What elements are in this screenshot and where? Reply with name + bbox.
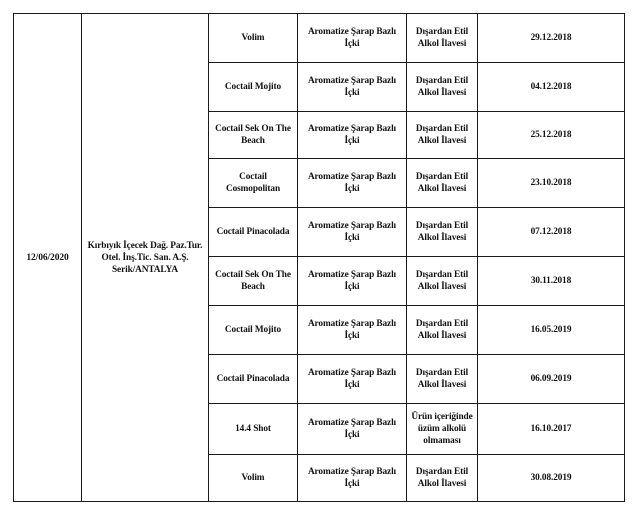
date-cell: 04.12.2018	[478, 63, 625, 112]
product-cell: Coctail Mojito	[209, 306, 298, 355]
date-cell: 06.09.2019	[478, 355, 625, 404]
product-cell: Coctail Mojito	[209, 63, 298, 112]
product-cell: Volim	[209, 455, 298, 502]
product-cell: Coctail Pinacolada	[209, 208, 298, 257]
product-cell: Coctail Cosmopolitan	[209, 159, 298, 208]
nonconformity-cell: Dışardan Etil Alkol İlavesi	[407, 455, 478, 502]
date-cell: 07.12.2018	[478, 208, 625, 257]
nonconformity-cell: Dışardan Etil Alkol İlavesi	[407, 257, 478, 306]
category-cell: Aromatize Şarap Bazlı İçki	[298, 63, 407, 112]
date-cell: 23.10.2018	[478, 159, 625, 208]
date-cell: 29.12.2018	[478, 14, 625, 63]
date-cell: 16.05.2019	[478, 306, 625, 355]
date-cell: 25.12.2018	[478, 112, 625, 159]
nonconformity-cell: Dışardan Etil Alkol İlavesi	[407, 306, 478, 355]
decision-date-cell: 12/06/2020	[14, 14, 82, 502]
nonconformity-cell: Dışardan Etil Alkol İlavesi	[407, 63, 478, 112]
category-cell: Aromatize Şarap Bazlı İçki	[298, 208, 407, 257]
category-cell: Aromatize Şarap Bazlı İçki	[298, 257, 407, 306]
category-cell: Aromatize Şarap Bazlı İçki	[298, 455, 407, 502]
table-row	[14, 14, 625, 63]
category-cell: Aromatize Şarap Bazlı İçki	[298, 14, 407, 63]
category-cell: Aromatize Şarap Bazlı İçki	[298, 355, 407, 404]
nonconformity-cell: Dışardan Etil Alkol İlavesi	[407, 14, 478, 63]
product-cell: Volim	[209, 14, 298, 63]
nonconformity-cell: Dışardan Etil Alkol İlavesi	[407, 159, 478, 208]
product-cell: Coctail Sek On The Beach	[209, 112, 298, 159]
nonconformity-cell: Ürün içeriğinde üzüm alkolü olmaması	[407, 404, 478, 455]
date-cell: 30.11.2018	[478, 257, 625, 306]
category-cell: Aromatize Şarap Bazlı İçki	[298, 112, 407, 159]
category-cell: Aromatize Şarap Bazlı İçki	[298, 404, 407, 455]
product-cell: Coctail Sek On The Beach	[209, 257, 298, 306]
product-cell: 14.4 Shot	[209, 404, 298, 455]
category-cell: Aromatize Şarap Bazlı İçki	[298, 159, 407, 208]
nonconformity-cell: Dışardan Etil Alkol İlavesi	[407, 208, 478, 257]
nonconformity-cell: Dışardan Etil Alkol İlavesi	[407, 355, 478, 404]
date-cell: 30.08.2019	[478, 455, 625, 502]
company-cell: Kırbıyık İçecek Dağ. Paz.Tur. Otel. İnş.Tic. San. A.Ş. Serik/ANTALYA	[82, 14, 209, 502]
product-cell: Coctail Pinacolada	[209, 355, 298, 404]
nonconformity-cell: Dışardan Etil Alkol İlavesi	[407, 112, 478, 159]
records-table	[13, 13, 625, 502]
date-cell: 16.10.2017	[478, 404, 625, 455]
category-cell: Aromatize Şarap Bazlı İçki	[298, 306, 407, 355]
